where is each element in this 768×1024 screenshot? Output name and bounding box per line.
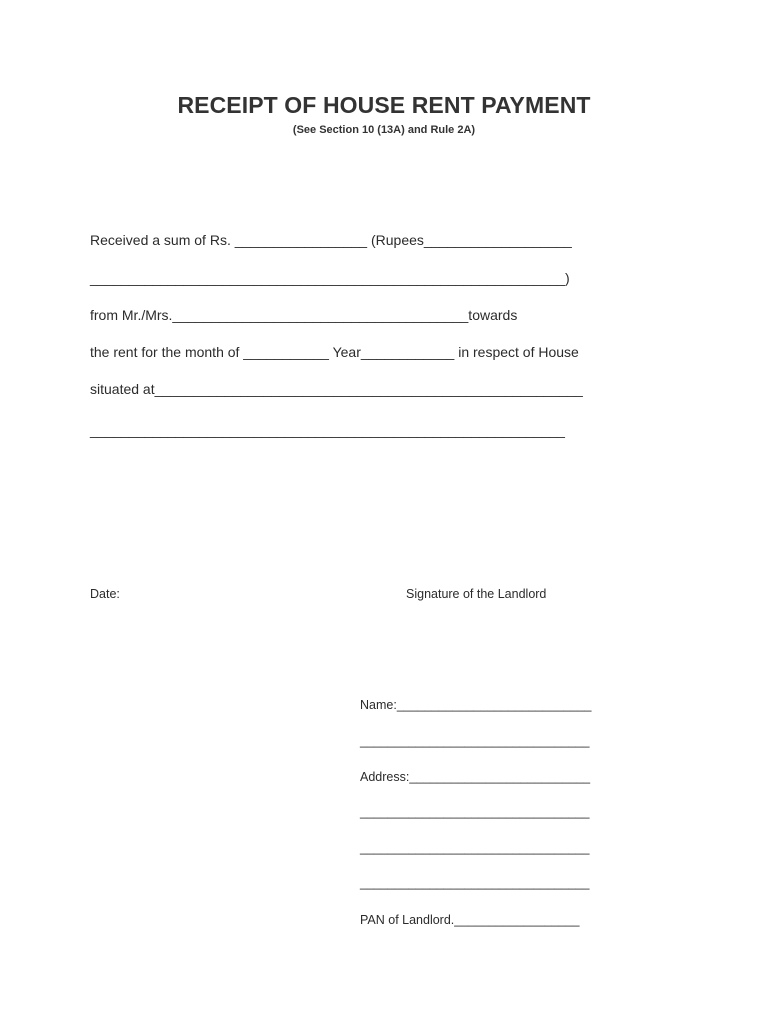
blank-line: _________________________________ bbox=[360, 805, 590, 819]
from-tenant-line: from Mr./Mrs.______________________________________towards bbox=[90, 307, 518, 323]
situated-at-line: situated at_______________________________________________________ bbox=[90, 381, 583, 397]
document-title: RECEIPT OF HOUSE RENT PAYMENT bbox=[177, 92, 591, 118]
rent-month-line: the rent for the month of ___________ Year____________ in respect of House bbox=[90, 344, 579, 360]
signature-label: Signature of the Landlord bbox=[406, 587, 547, 601]
received-sum-line: Received a sum of Rs. _________________ (Rupees___________________ bbox=[90, 232, 572, 248]
blank-line: _________________________________ bbox=[360, 841, 590, 855]
blank-line: _________________________________ bbox=[360, 876, 590, 890]
rupees-words-line: _____________________________________________________________) bbox=[90, 270, 570, 286]
landlord-name-line: Name:____________________________ bbox=[360, 698, 592, 712]
address-continuation-line: _____________________________________________________________ bbox=[90, 422, 565, 438]
document-subtitle: (See Section 10 (13A) and Rule 2A) bbox=[292, 124, 476, 136]
landlord-address-line: Address:__________________________ bbox=[360, 770, 591, 784]
date-label: Date: bbox=[90, 587, 120, 601]
blank-line: _________________________________ bbox=[360, 734, 590, 748]
landlord-pan-line: PAN of Landlord.__________________ bbox=[360, 913, 580, 927]
